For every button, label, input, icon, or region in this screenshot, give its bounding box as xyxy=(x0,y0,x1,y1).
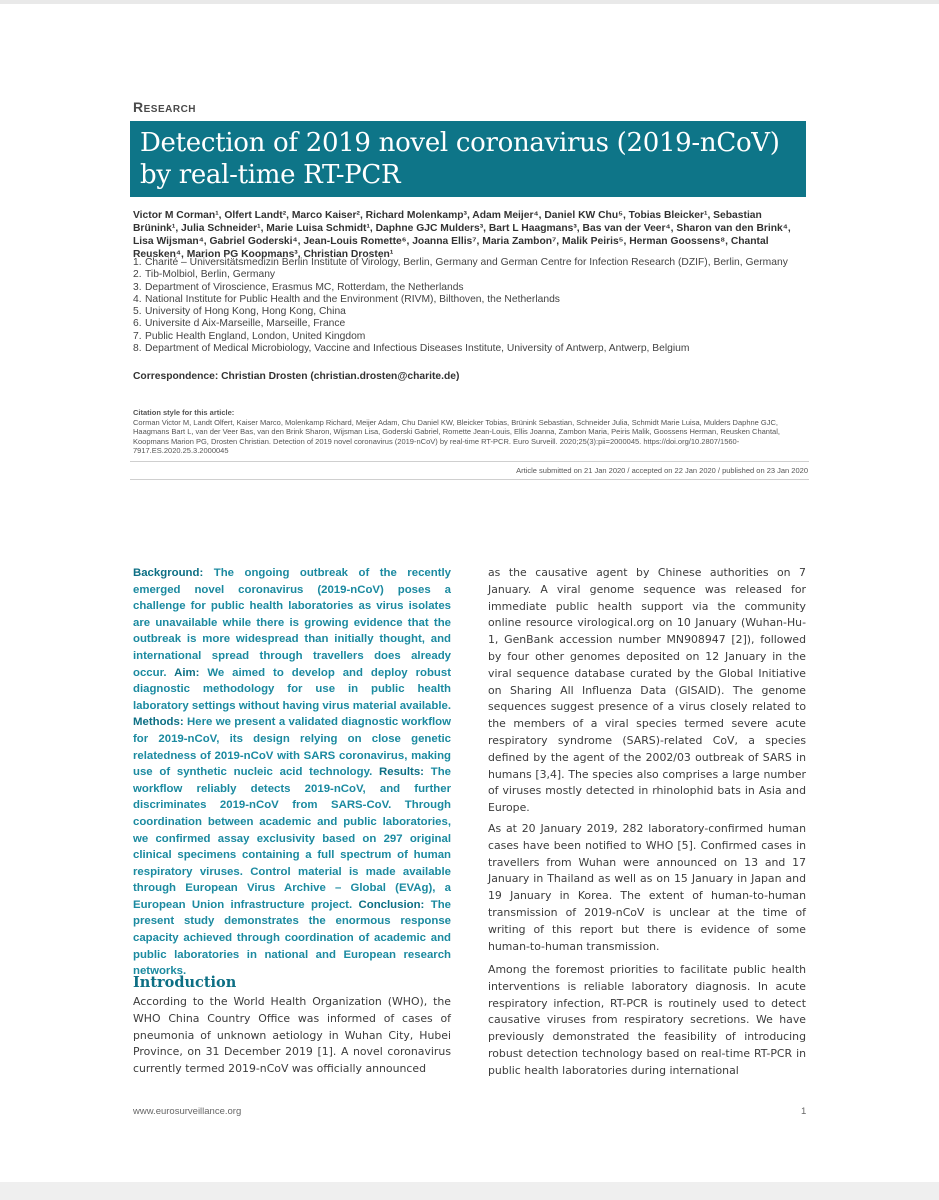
affiliation-item: 2. Tib-Molbiol, Berlin, Germany xyxy=(133,269,276,281)
introduction-heading: Introduction xyxy=(133,974,237,991)
title-banner xyxy=(130,121,806,197)
section-label: Research xyxy=(133,99,197,115)
abstract-aim-label: Aim: xyxy=(174,666,200,679)
affiliation-item: 7. Public Health England, London, United Kingdom xyxy=(133,330,366,342)
abstract-aim: We aimed to develop and deploy robust diagnostic methodology for use in public health laboratory settings without having virus material available. xyxy=(133,666,451,712)
abstract-results-label: Results: xyxy=(379,766,424,779)
abstract-conclusion: The present study demonstrates the enormous response capacity achieved through coordination of academic and public laboratories in national and European research networks. xyxy=(133,898,451,978)
affiliation-item: 5. University of Hong Kong, Hong Kong, China xyxy=(133,306,346,318)
footer-url: www.eurosurveillance.org xyxy=(133,1106,242,1117)
body-paragraph: Among the foremost priorities to facilitate public health interventions is reliable laboratory diagnosis. In acute respiratory infection, RT-PCR is routinely used to detect causative viruses from respiratory secretions. We have previously demonstrated the feasibility of introducing robust detection technology based on real-time RT-PCR in public health laboratories during international xyxy=(488,963,806,1077)
affiliation-item: 3. Department of Viroscience, Erasmus MC, Rotterdam, the Netherlands xyxy=(133,281,464,293)
correspondence: Correspondence: Christian Drosten (christian.drosten@charite.de) xyxy=(133,371,460,382)
author-list: Victor M Corman¹, Olfert Landt², Marco Kaiser², Richard Molenkamp³, Adam Meijer⁴, Daniel KW Chu⁵, Tobias Bleicker¹, Sebastian Brünink¹, Julia Schneider¹, Marie Luisa Schmidt¹, Daphne GJC Mulders³, Bart L Haagmans³, Bas van der Veer⁴, Sharon van den Brink⁴, Lisa Wijsman⁴, Gabriel Goderski⁴, Jean-Louis Romette⁶, Joanna Ellis⁷, Maria Zambon⁷, Malik Peiris⁵, Herman Goossens⁸, Chantal Reusken⁴, Marion PG Koopmans³, Christian Drosten¹ xyxy=(133,210,791,260)
article-title: Detection of 2019 novel coronavirus (2019-nCoV) by real-time RT-PCR xyxy=(140,128,780,190)
introduction-paragraph: According to the World Health Organization (WHO), the WHO China Country Office was informed of cases of pneumonia of unknown aetiology in Wuhan City, Hubei Province, on 31 December 2019 [1]. A novel coronavirus currently termed 2019-nCoV was officially announced xyxy=(133,995,451,1076)
page-top-edge xyxy=(0,0,939,4)
abstract xyxy=(133,565,451,980)
abstract-methods: Here we present a validated diagnostic workflow for 2019-nCoV, its design relying on close genetic relatedness of 2019-nCoV with SARS coronavirus, making use of synthetic nucleic acid technology. xyxy=(133,716,451,779)
divider xyxy=(130,479,809,480)
affiliation-list xyxy=(133,257,809,355)
abstract-methods-label: Methods: xyxy=(133,716,184,729)
divider xyxy=(130,461,809,462)
abstract-results: The workflow reliably detects 2019-nCoV, and further discriminates 2019-nCoV from SARS-CoV. Through coordination between academic and public laboratories, we confirmed assay exclusivity based on 297 original clinical specimens containing a full spectrum of human respiratory viruses. Control material is made available through European Virus Archive – Global (EVAg), a European Union infrastructure project. xyxy=(133,766,452,911)
page-bottom-edge xyxy=(0,1182,939,1200)
affiliation-item: 8. Department of Medical Microbiology, Vaccine and Infectious Diseases Institute, University of Antwerp, Antwerp, Belgium xyxy=(133,343,690,355)
body-paragraph: As at 20 January 2019, 282 laboratory-confirmed human cases have been notified to WHO [5]. Confirmed cases in travellers from Wuhan were announced on 13 and 17 January in Thailand as well as on 15 January in Japan and 19 January in Korea. The extent of human-to-human transmission of 2019-nCoV is unclear at the time of writing of this report but there is evidence of some human-to-human transmission. xyxy=(488,822,806,953)
body-paragraph: as the causative agent by Chinese authorities on 7 January. A viral genome sequence was released for immediate public health support via the community online resource virological.org on 10 January (Wuhan-Hu-1, GenBank accession number MN908947 [2]), followed by four other genomes deposited on 12 January in the viral sequence database curated by the Global Initiative on Sharing All Influenza Data (GISAID). The genome sequences suggest presence of a virus closely related to the members of a viral species termed severe acute respiratory syndrome (SARS)-related CoV, a species defined by the agent of the 2002/03 outbreak of SARS in humans [3,4]. The species also comprises a large number of viruses mostly detected in rhinolophid bats in Asia and Europe. xyxy=(488,566,806,815)
citation-heading: Citation style for this article: xyxy=(133,408,235,417)
citation-text: Corman Victor M, Landt Olfert, Kaiser Marco, Molenkamp Richard, Meijer Adam, Chu Daniel KW, Bleicker Tobias, Brünink Sebastian, Schneider Julia, Schmidt Marie Luisa, Mulders Daphne GJC, Haagmans Bart L, van der Veer Bas, van den Brink Sharon, Wijsman Lisa, Goderski Gabriel, Romette Jean-Louis, Ellis Joanna, Zambon Maria, Peiris Malik, Goossens Herman, Reusken Chantal, Koopmans Marion PG, Drosten Christian. Detection of 2019 novel coronavirus (2019-nCoV) by real-time RT-PCR. Euro Surveill. 2020;25(3):pii=2000045. https://doi.org/10.2807/1560-7917.ES.2020.25.3.2000045 xyxy=(133,418,780,456)
abstract-background-label: Background: xyxy=(133,567,204,579)
affiliation-item: 6. Universite d Aix-Marseille, Marseille, France xyxy=(133,318,346,330)
page-number: 1 xyxy=(801,1106,807,1117)
affiliation-item: 1. Charité – Universitätsmedizin Berlin Institute of Virology, Berlin, Germany and German Centre for Infection Research (DZIF), Berlin, Germany xyxy=(133,257,788,268)
abstract-background: The ongoing outbreak of the recently emerged novel coronavirus (2019-nCoV) poses a challenge for public health laboratories as virus isolates are unavailable while there is growing evidence that the outbreak is more widespread than initially thought, and international spread through travellers does already occur. xyxy=(133,567,451,679)
abstract-conclusion-label: Conclusion: xyxy=(358,898,425,911)
submission-dates: Article submitted on 21 Jan 2020 / accepted on 22 Jan 2020 / published on 23 Jan 2020 xyxy=(516,466,808,475)
affiliation-item: 4. National Institute for Public Health and the Environment (RIVM), Bilthoven, the Netherlands xyxy=(133,293,560,305)
